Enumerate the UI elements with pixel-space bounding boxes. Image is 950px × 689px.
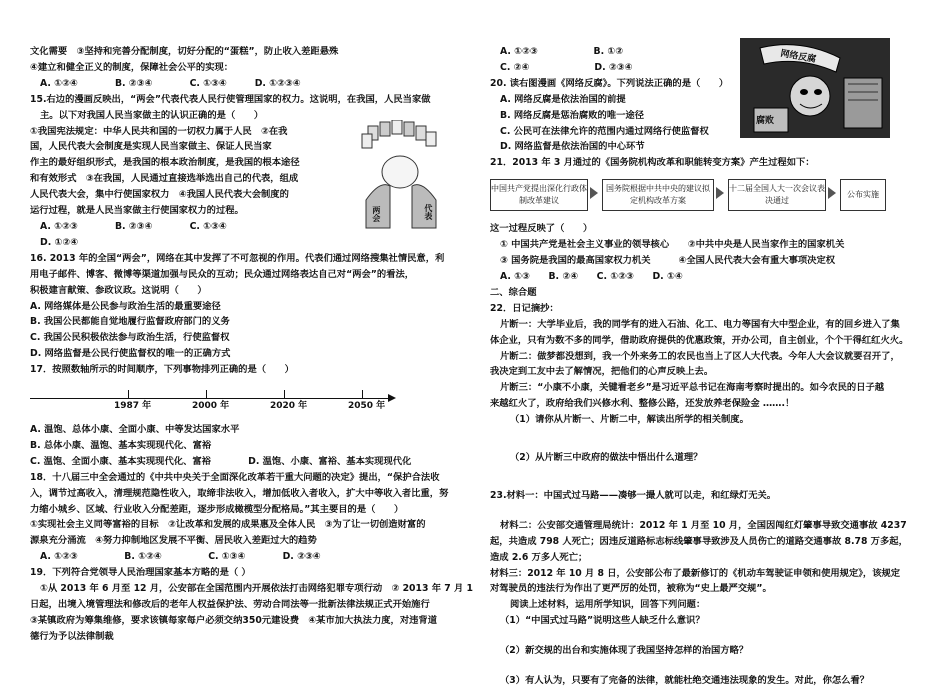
q20-option-a: A. 网络反腐是依法治国的前提 [500,93,626,105]
q23-material-2-line-1: 材料二：公安部交通管理局统计：2012 年 1 月至 10 月，全国因闯红灯肇事导致交通事故 4237 [500,519,907,531]
timeline-axis [30,378,400,422]
q15-answers-2: D. ①②④ [40,236,79,248]
q21-items-2: ③ 国务院是我国的最高国家权力机关 ④全国人民代表大会有重大事项决定权 [500,255,836,267]
two-sessions-cartoon [360,120,442,232]
q18-answers: A. ①②③ B. ①②④ C. ①③④ D. ②③④ [40,551,321,563]
q21-answers: A. ①③ B. ②④ C. ①②③ D. ①④ [500,270,683,282]
q15-item-2: 国，人民代表大会制度是实现人民当家做主、保证人民当家 [30,141,272,153]
q23-sub-3: （3）有人认为，只要有了完备的法律，就能杜绝交通违法现象的发生。对此，你怎么看？ [500,675,870,687]
q18-items-2: 源泉充分涌流 ④努力抑制地区发展不平衡、居民收入差距过大的趋势 [30,535,317,547]
timeline-arrow-icon [388,394,396,402]
excerpt-1-line-2: 体企业，只有为数不多的同学，借助政府提供的优惠政策，开办公司，自主创业，个个干得红红火火。 [490,334,909,346]
tick-2050 [362,390,363,398]
q23-material-2-line-3: 造成 2.6 万多人死亡； [490,551,588,563]
q17-stem: 17．按照数轴所示的时间顺序，下列事物排列正确的是（ ） [30,364,294,376]
excerpt-2-line-2: 我决定到工友中去了解情况，把他们的心声反映上去。 [490,366,714,378]
q15-item-6: 运行过程，就是人民当家做主行使国家权力的过程。 [30,205,244,217]
cartoon-banner-text: 网络反腐 [779,48,817,66]
reform-process-flow [490,175,890,219]
q16-option-b: B. 我国公民都能自觉地履行监督政府部门的义务 [30,316,230,328]
q23-material-3-line-2: 对驾驶员的违法行为作出了更严厉的处罚，被称为“史上最严交规”。 [490,583,772,595]
q18-items-1: ①实现社会主义同等富裕的目标 ②让改革和发展的成果惠及全体人民 ③为了让一切创造财富的 [30,519,426,531]
q14-option-3: 文化需要 ③坚持和完善分配制度，切好分配的“蛋糕”，防止收入差距悬殊 [30,46,339,57]
q22-sub-2: （2）从片断三中政府的做法中悟出什么道理？ [510,452,703,464]
q16-stem-2: 用电子邮件、博客、微博等渠道加强与民众的互动；民众通过网络表达自己对“两会”的看法， [30,268,415,280]
section-2-title: 二、综合题 [490,286,537,298]
q15-stem-2: 主。以下对我国人民当家做主的认识正确的是（ ） [40,109,264,121]
q19-item-3: ③某镇政府为筹集维修，要求该镇每家每户必须交纳350元建设费 ④某市加大执法力度，对违背道 [30,614,438,626]
tick-label-2020: 2020 年 [270,401,308,412]
q20-stem: 20. 读右图漫画《网络反腐》。下列说法正确的是（ ） [490,77,729,89]
q14-option-4: ④建立和健全正义的制度，保障社会公平的实现： [30,61,234,73]
flow-step-2: 国务院根据中共中央的建议拟定机构改革方案 [602,179,714,211]
q19-answers-1: A. ①②③ B. ①② [500,46,624,57]
q15-answers-1: A. ①②③ B. ②③④ C. ①③④ [40,220,227,232]
tick-label-1987: 1987 年 [114,401,152,412]
q16-option-d: D. 网络监督是公民行使监督权的唯一的正确方式 [30,348,231,360]
q19-item-2: 日起，出境入境管理法和修改后的老年人权益保护法、劳动合同法等一批新法律法规正式开始施行 [30,599,430,610]
q16-option-c: C. 我国公民积极依法参与政治生活，行使监督权 [30,332,230,344]
tick-label-2050: 2050 年 [348,401,386,412]
q21-items-1: ① 中国共产党是社会主义事业的领导核心 ②中共中央是人民当家作主的国家机关 [500,239,845,251]
q23-instruction: 阅读上述材料，运用所学知识，回答下列问题： [510,599,706,611]
flow-step-3: 十二届全国人大一次会议表决通过 [728,179,826,211]
q17-option-b: B. 总体小康、温饱、基本实现现代化、富裕 [30,439,212,451]
tick-1987 [128,390,129,398]
q16-option-a: A. 网络媒体是公民参与政治生活的最重要途径 [30,300,221,312]
q23-material-2-line-2: 起，共造成 798 人死亡；因违反道路标志标线肇事导致涉及人员伤亡的道路交通事故 8.78 万多起， [490,535,908,547]
q18-stem-3: 力缩小城乡、区域、行业收入分配差距，逐步形成橄榄型分配格局。”其主要目的是（ ） [30,503,404,515]
q23-sub-1: （1）“中国式过马路”说明这些人缺乏什么意识？ [500,615,705,627]
q22-sub-1: （1）请你从片断一、片断二中，解读出所学的相关制度。 [510,414,749,426]
q17-option-cd: C. 温饱、全面小康、基本实现现代化、富裕 D. 温饱、小康、富裕、基本实现现代化 [30,455,412,467]
q23-material-1: 23.材料一：中国式过马路——凑够一撮人就可以走，和红绿灯无关。 [490,489,777,501]
q18-stem-1: 18．十八届三中全会通过的《中共中央关于全面深化改革若干重大问题的决定》提出，“保护合法收 [30,471,440,483]
q20-option-c: C. 公民可在法律允许的范围内通过网络行使监督权 [500,125,709,137]
right-column [490,0,930,689]
flow-step-1: 中国共产党提出深化行政体制改革建议 [490,179,588,211]
tick-label-2000: 2000 年 [192,401,230,412]
q16-stem-1: 16. 2013 年的全国“两会”，网络在其中发挥了不可忽视的作用。代表们通过网络搜集社情民意，利 [30,252,445,264]
q23-sub-2: （2）新交规的出台和实施体现了我国坚持怎样的治国方略？ [500,645,749,657]
left-column [30,0,480,645]
flow-arrow-icon [828,187,836,199]
excerpt-3-line-1: 片断三：“小康不小康，关键看老乡”是习近平总书记在海南考察时提出的。如今农民的日子越 [500,382,885,394]
tick-2020 [284,390,285,398]
q18-stem-2: 入，调节过高收入，清理规范隐性收入，取缔非法收入，增加低收入者收入，扩大中等收入者比重，努 [30,487,449,499]
q22-title: 22．日记摘抄： [490,302,559,314]
flow-arrow-icon [716,187,724,199]
cartoon-sign-left: 两会 [371,206,381,222]
q15-item-5: 人民代表大会，集中行使国家权力 ④我国人民代表大会制度的 [30,189,289,201]
q20-option-b: B. 网络反腐是惩治腐败的唯一途径 [500,109,645,121]
q14-answers: A. ①②④ B. ②③④ C. ①③④ D. ①②③④ [40,77,301,89]
q23-material-3-line-1: 材料三：2012 年 10 月 8 日，公安部公布了最新修订的《机动车驾驶证申领和使用规定》，该规定 [490,567,901,579]
q20-option-d: D. 网络监督是依法治国的中心环节 [500,141,645,153]
q19-answers-2: C. ②④ D. ②③④ [500,61,633,73]
excerpt-1-line-1: 片断一：大学毕业后，我的同学有的进入石油、化工、电力等国有大中型企业，有的回乡进入了集 [500,318,900,330]
tick-2000 [206,390,207,398]
q21-stem: 21．2013 年 3 月通过的《国务院机构改革和职能转变方案》产生过程如下： [490,157,815,169]
flow-step-4: 公布实施 [840,179,886,211]
q15-item-3: 作主的最好组织形式，是我国的根本政治制度，是我国的根本途径 [30,157,300,169]
q16-stem-3: 积极建言献策、参政议政。这说明（ ） [30,284,207,296]
flow-arrow-icon [590,187,598,199]
excerpt-3-line-2: 来越红火了，政府给我们兴修水利、整修公路，还发放养老保险金 …….！ [490,398,795,410]
q19-item-4: 德行为予以法律制裁 [30,630,114,642]
internet-anti-corruption-cartoon [740,38,890,138]
q17-option-a: A. 温饱、总体小康、全面小康、中等发达国家水平 [30,424,240,436]
q15-item-4: 和有效形式 ③在我国，人民通过直接选举选出自己的代表，组成 [30,173,299,185]
q15-stem-1: 15.右边的漫画反映出，“两会”代表代表人民行使管理国家的权力。这说明，在我国，人民当家做 [30,93,431,105]
cartoon-corruption-label: 腐败 [756,116,775,126]
cartoon-sign-right: 代表 [423,204,433,220]
q19-item-1: ①从 2013 年 6 月至 12 月，公安部在全国范围内开展依法打击网络犯罪专项行动 ② 2013 年 7 月 1 [40,583,473,595]
excerpt-2-line-1: 片断二：做梦都没想到，我一个外来务工的农民也当上了区人大代表。今年人大会议就要召开了， [500,350,900,362]
q21-question: 这一过程反映了（ ） [490,223,593,235]
q15-item-1: ①我国宪法规定：中华人民共和国的一切权力属于人民 ②在我 [30,125,288,137]
q19-stem: 19．下列符合党领导人民治理国家基本方略的是（ ） [30,567,251,579]
